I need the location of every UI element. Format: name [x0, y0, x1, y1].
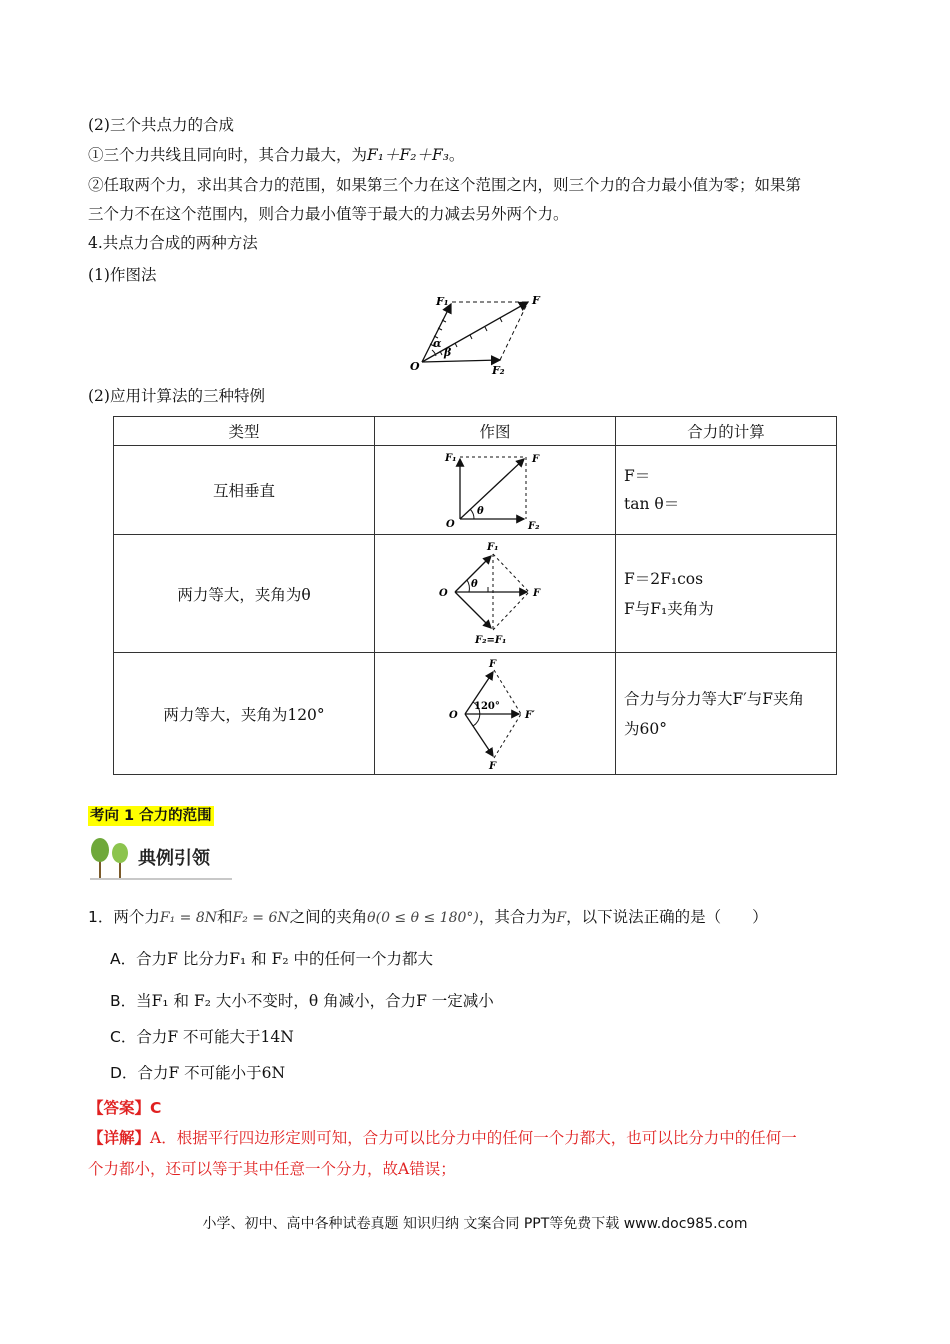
table-header-row [114, 417, 837, 446]
angle-120-diagram [435, 658, 555, 770]
table-row [114, 535, 837, 653]
label-o: O [446, 519, 455, 530]
banner-label: 典例引领 [138, 848, 210, 869]
label-o: O [439, 587, 448, 599]
row-figure [375, 535, 616, 653]
label-theta: θ [477, 506, 484, 517]
row-type: 两力等大，夹角为θ [114, 535, 375, 653]
label-f: F [532, 294, 540, 307]
option-c: C．合力F 不可能大于14N [110, 1028, 294, 1046]
option-a: A．合力F 比分力F₁ 和 F₂ 中的任何一个力都大 [110, 950, 434, 968]
row-figure [375, 653, 616, 775]
label-beta: β [444, 346, 452, 359]
rule-min-resultant-line1: ②任取两个力，求出其合力的范围，如果第三个力在这个范围之内，则三个力的合力最小值为零；如果第 [88, 176, 802, 194]
header-figure: 作图 [375, 417, 616, 446]
header-type: 类型 [114, 417, 375, 446]
label-o: O [410, 360, 420, 373]
example-banner [86, 836, 232, 880]
label-f: F [533, 587, 541, 599]
label-theta: θ [471, 578, 478, 590]
label-f2: F₂ [528, 521, 540, 531]
label-f2: F₂ [492, 364, 505, 377]
label-o: O [449, 709, 458, 721]
label-f: F [532, 454, 540, 465]
table-row [114, 653, 837, 775]
label-f-top: F [489, 658, 497, 670]
row-type: 两力等大，夹角为120° [114, 653, 375, 775]
label-alpha: α [433, 337, 442, 350]
header-calc: 合力的计算 [616, 417, 837, 446]
label-f-bottom: F [489, 760, 497, 770]
row-type: 互相垂直 [114, 446, 375, 535]
row-calc: F＝2F₁cos F与F₁夹角为 [616, 535, 837, 653]
kaoxiang-heading: 考向 1 合力的范围 [90, 808, 212, 824]
option-d: D．合力F 不可能小于6N [110, 1064, 286, 1082]
method-graphical-title: (1)作图法 [88, 266, 157, 284]
section-title-two-methods: 4.共点力合成的两种方法 [88, 234, 258, 252]
detail-line1: 【详解】A．根据平行四边形定则可知，合力可以比分力中的任何一个力都大，也可以比分力中的任何一 [88, 1128, 797, 1147]
table-row [114, 446, 837, 535]
label-f1: F₁ [445, 453, 457, 464]
tree-icon [86, 836, 134, 880]
banner-underline [90, 878, 232, 880]
question-stem: 1．两个力F₁ = 8N和F₂ = 6N之间的夹角θ(0 ≤ θ ≤ 180°)，其合力为F，以下说法正确的是（ ） [88, 908, 768, 926]
row-calc: 合力与分力等大F′与F夹角 为60° [616, 653, 837, 775]
rule-max-resultant: ①三个力共线且同向时，其合力最大，为F₁＋F₂＋F₃。 [88, 146, 465, 164]
rule-min-resultant-line2: 三个力不在这个范围内，则合力最小值等于最大的力减去另外两个力。 [88, 205, 569, 223]
label-f1: F₁ [487, 541, 499, 553]
label-angle: 120° [474, 700, 500, 712]
method-calc-title: (2)应用计算法的三种特例 [88, 387, 265, 405]
option-b: B．当F₁ 和 F₂ 大小不变时，θ 角减小，合力F 一定减小 [110, 992, 494, 1010]
row-calc: F＝ tan θ＝ [616, 446, 837, 535]
label-f1: F₁ [436, 295, 449, 308]
section-title-three-forces: (2)三个共点力的合成 [88, 116, 234, 134]
special-cases-table [113, 416, 837, 775]
detail-line2: 个力都小，还可以等于其中任意一个分力，故A错误； [88, 1160, 456, 1178]
equal-forces-diagram [435, 540, 555, 648]
label-f-prime: F′ [525, 709, 535, 721]
page-footer: 小学、初中、高中各种试卷真题 知识归纳 文案合同 PPT等免费下载 www.doc985.com [202, 1216, 748, 1232]
answer: 【答案】C [88, 1098, 162, 1117]
row-figure [375, 446, 616, 535]
parallelogram-diagram [400, 288, 560, 380]
label-f2: F₂=F₁ [475, 634, 507, 646]
perpendicular-diagram [440, 449, 550, 531]
